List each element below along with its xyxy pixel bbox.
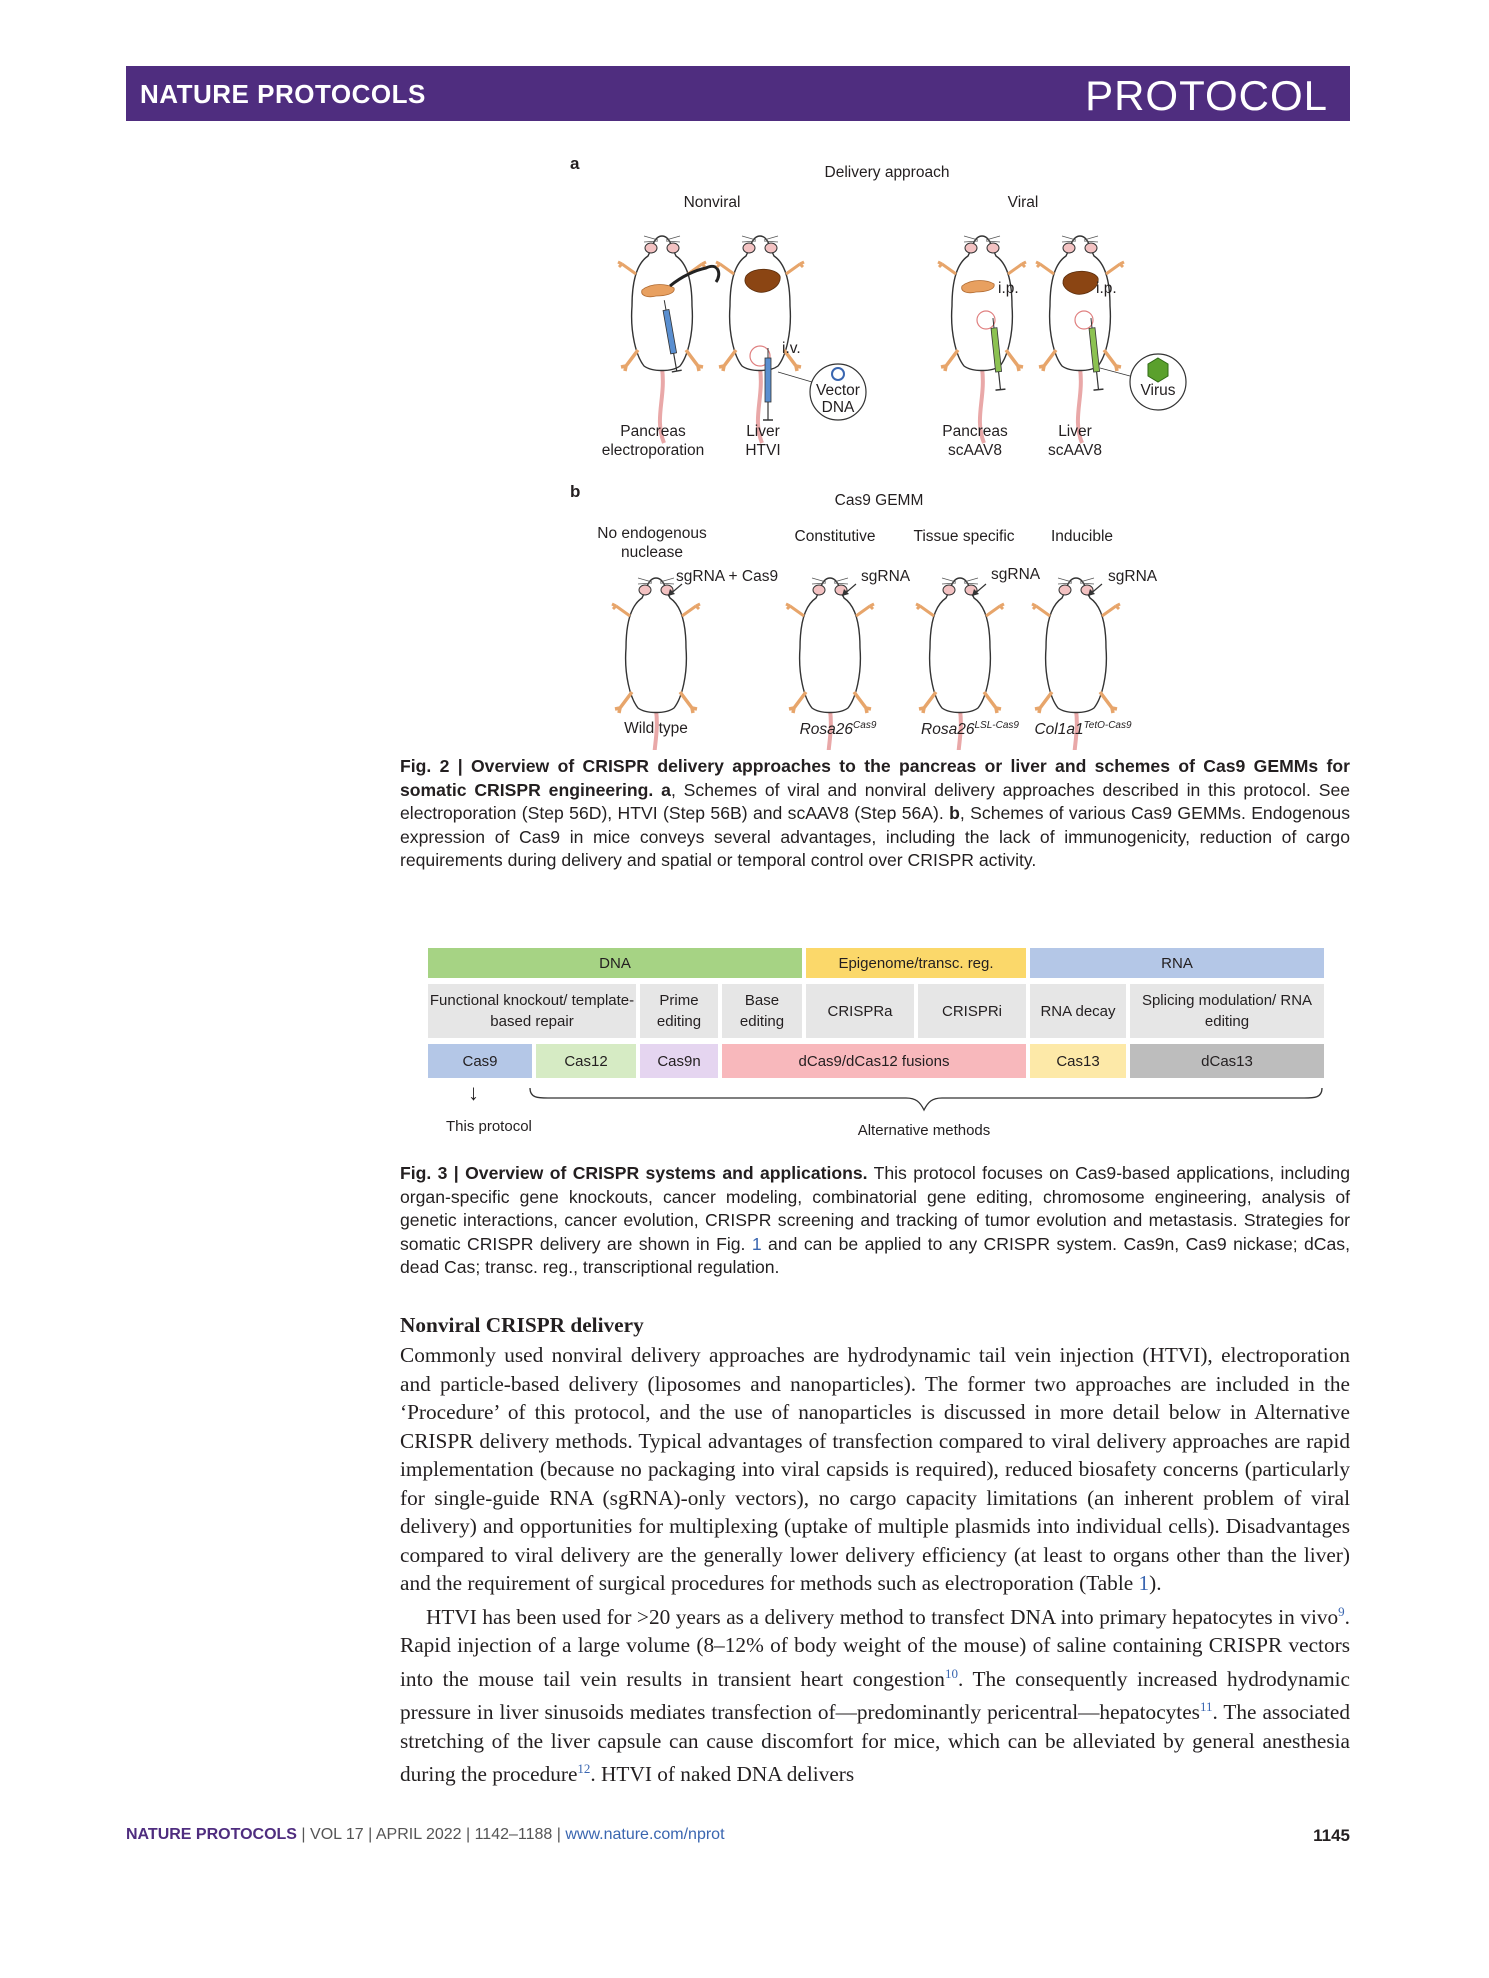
figure-3 — [428, 948, 1324, 1148]
functional-knockout-box: Functional knockout/ template-based repair — [428, 984, 636, 1038]
wild-type-label: Wild type — [624, 720, 688, 737]
rosa26-cas9-label: $Rosa26^{Cas9}$ — [799, 720, 877, 739]
liver-htvi-label: Liver HTVI — [745, 423, 781, 459]
section-title: Nonviral CRISPR delivery — [400, 1313, 644, 1337]
footer-url-link[interactable]: www.nature.com/nprot — [565, 1826, 725, 1843]
sgrna-label-1: sgRNA — [861, 568, 911, 585]
cas13-box: Cas13 — [1030, 1044, 1126, 1078]
footer-info: | VOL 17 | APRIL 2022 | 1142–1188 | — [296, 1826, 566, 1843]
rna-header: RNA — [1030, 948, 1324, 978]
epigenome-header: Epigenome/transc. reg. — [806, 948, 1026, 978]
article-type: PROTOCOL — [1085, 72, 1328, 119]
cas12-box: Cas12 — [536, 1044, 636, 1078]
base-editing-box: Base editing — [722, 984, 802, 1038]
vector-dna-label: Vector DNA — [816, 382, 860, 416]
this-protocol-label: This protocol — [446, 1118, 532, 1135]
fig3-caption-title: Fig. 3 | Overview of CRISPR systems and applications. — [400, 1163, 868, 1183]
inducible-label: Inducible — [1050, 528, 1114, 545]
mouse-liver-scaav8 — [1036, 236, 1124, 443]
alternative-methods-label: Alternative methods — [857, 1122, 991, 1139]
dcas-fusions-box: dCas9/dCas12 fusions — [722, 1044, 1026, 1078]
sgrna-label-2: sgRNA — [991, 566, 1041, 583]
sgrna-label-3: sgRNA — [1108, 568, 1158, 585]
crispri-box: CRISPRi — [918, 984, 1026, 1038]
cas9-gemm-title: Cas9 GEMM — [834, 492, 924, 509]
figure-2 — [560, 150, 1320, 750]
mouse-pancreas-electroporation — [618, 236, 719, 443]
ref-12-link[interactable]: 12 — [577, 1761, 591, 1777]
page-number: 1145 — [1313, 1826, 1350, 1845]
tissue-specific-label: Tissue specific — [913, 528, 1015, 545]
liver-scaav8-label: Liver scAAV8 — [1048, 423, 1102, 459]
panel-a-label: a — [570, 154, 580, 173]
ip-label-2: i.p. — [1096, 280, 1117, 297]
cas9-box: Cas9 — [428, 1044, 532, 1078]
sgrna-cas9-label: sgRNA + Cas9 — [676, 568, 779, 585]
mouse-pancreas-scaav8 — [938, 236, 1026, 443]
paragraph-2: HTVI has been used for >20 years as a delivery method to transfect DNA into primary hepatocytes in vivo$^9$. Rapid injection of a large volume (8–12% of body weight of the mouse) of saline containing CRISPR vectors into the mouse tail vein results in transient heart congestion$^{10}$. The consequently increased hydrodynamic pressure in liver sinusoids mediates transfection of—predominantly pericentral—hepatocytes$^{11}$. The associated stretching of the liver capsule can cause discomfort for mice, which can be alleviated by general anesthesia during the procedure$^{12}$. HTVI of naked DNA delivers — [400, 1603, 1351, 1787]
alternative-methods-brace — [528, 1086, 1324, 1116]
fig1-reference-link[interactable]: 1 — [751, 1233, 762, 1254]
rna-decay-box: RNA decay — [1030, 984, 1126, 1038]
dcas13-box: dCas13 — [1130, 1044, 1324, 1078]
body-text — [400, 1341, 1350, 1789]
figure-2-caption: Fig. 2 | Overview of CRISPR delivery approaches to the pancreas or liver and schemes of Cas9 GEMMs for somatic CRISPR engineering. a, Schemes of viral and nonviral delivery approaches described in this protocol. See electroporation (Step 56D), HTVI (Step 56B) and scAAV8 (Step 56A). b, Schemes of various Cas9 GEMMs. Endogenous expression of Cas9 in mice conveys several advantages, including the lack of immunogenicity, reduction of cargo requirements during delivery and spatial or temporal control over CRISPR activity. — [400, 756, 1351, 870]
crispra-box: CRISPRa — [806, 984, 914, 1038]
cas9n-box: Cas9n — [640, 1044, 718, 1078]
splicing-modulation-box: Splicing modulation/ RNA editing — [1130, 984, 1324, 1038]
table-1-reference-link[interactable]: 1 — [1138, 1571, 1150, 1595]
pancreas-electroporation-label: Pancreas electroporation — [601, 423, 705, 459]
page-footer — [126, 1826, 725, 1844]
ref-10-link[interactable]: 10 — [944, 1665, 958, 1681]
nonviral-label: Nonviral — [683, 194, 741, 211]
prime-editing-box: Prime editing — [640, 984, 718, 1038]
no-endogenous-nuclease-label: No endogenous nuclease — [597, 525, 707, 561]
fig2-caption-title: Fig. 2 | Overview of CRISPR delivery approaches to the pancreas or liver and schemes of Cas9 GEMMs for somatic CRISPR engineering. — [400, 756, 1350, 800]
paragraph-1: Commonly used nonviral delivery approaches are hydrodynamic tail vein injection (HTVI), electroporation and particle-based delivery (liposomes and nanoparticles). The former two approaches are included in the ‘Procedure’ of this protocol, and the use of nanoparticles is discussed in more detail below in Alternative CRISPR delivery methods. Typical advantages of transfection compared to viral delivery approaches are rapid implementation (because no packaging into viral capsids is required), reduced biosafety concerns (particularly for single-guide RNA (sgRNA)-only vectors), no cargo capacity limitations (an inherent problem of viral delivery) and opportunities for multiplexing (uptake of multiple plasmids into individual cells). Disadvantages compared to viral delivery are the generally lower delivery efficiency (at least to organs other than the liver) and the requirement of surgical procedures for methods such as electroporation (Table 1). — [400, 1343, 1350, 1595]
delivery-approach-title: Delivery approach — [824, 164, 950, 181]
viral-label: Viral — [1007, 194, 1039, 211]
constitutive-label: Constitutive — [794, 528, 876, 545]
journal-name: NATURE PROTOCOLS — [140, 79, 426, 109]
down-arrow-icon: ↓ — [468, 1080, 479, 1105]
dna-header: DNA — [428, 948, 802, 978]
col1a1-teto-cas9-label: $Col1a1^{TetO-Cas9}$ — [1034, 720, 1132, 739]
pancreas-scaav8-label: Pancreas scAAV8 — [942, 423, 1008, 459]
figure-3-caption: Fig. 3 | Overview of CRISPR systems and applications. This protocol focuses on Cas9-based applications, including organ-specific gene knockouts, cancer modeling, combinatorial gene editing, chromosome engineering, analysis of genetic interactions, cancer evolution, CRISPR screening and tracking of tumor evolution and metastasis. Strategies for somatic CRISPR delivery are shown in Fig. 1 and can be applied to any CRISPR system. Cas9n, Cas9 nickase; dCas, dead Cas; transc. reg., transcriptional regulation. — [400, 1163, 1350, 1277]
footer-brand: NATURE PROTOCOLS — [126, 1826, 297, 1843]
journal-header-bar — [126, 66, 1350, 121]
virus-label: Virus — [1140, 382, 1176, 399]
ref-11-link[interactable]: 11 — [1199, 1699, 1213, 1715]
ref-9-link[interactable]: 9 — [1338, 1603, 1345, 1619]
rosa26-lsl-cas9-label: $Rosa26^{LSL-Cas9}$ — [921, 720, 1019, 739]
panel-b-label: b — [570, 482, 581, 501]
ip-label-1: i.p. — [998, 280, 1019, 297]
iv-label: i.v. — [782, 340, 801, 357]
